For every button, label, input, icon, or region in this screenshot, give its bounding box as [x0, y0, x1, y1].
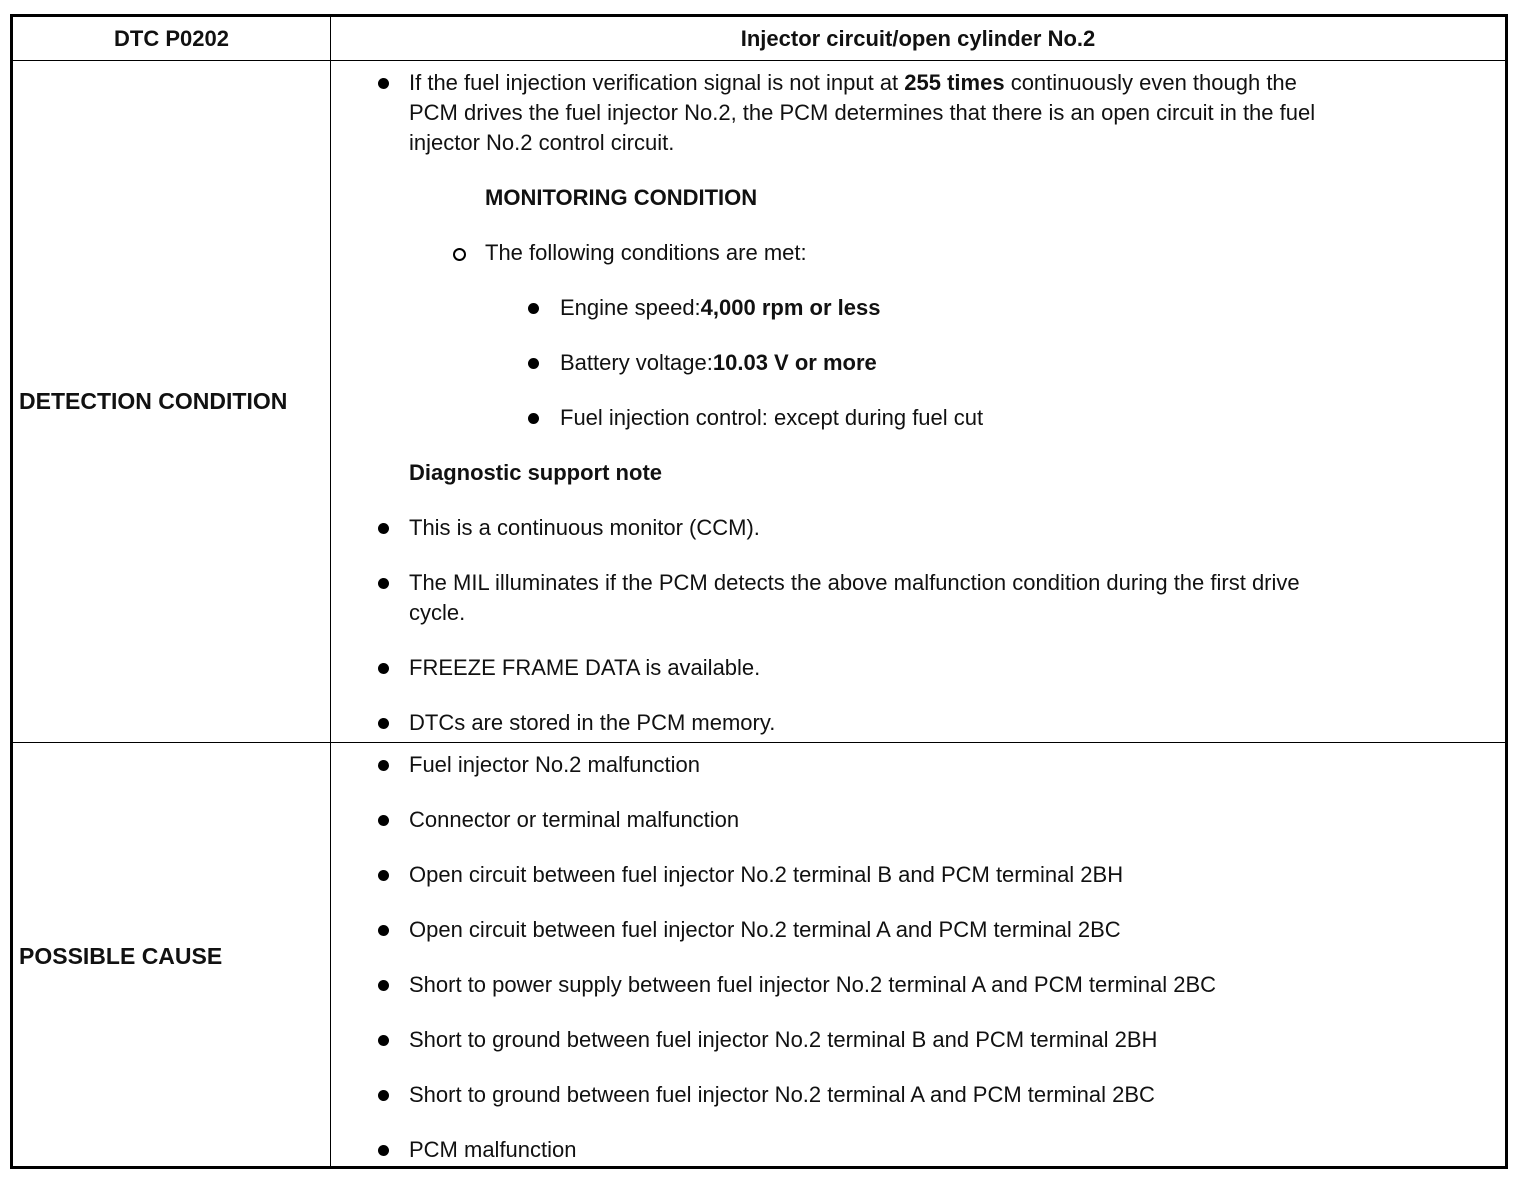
monitoring-condition-heading: MONITORING CONDITION [485, 185, 758, 210]
bullet-icon [378, 980, 389, 991]
bullet-icon [378, 870, 389, 881]
bullet-icon [378, 578, 389, 589]
note-continuous-monitor: This is a continuous monitor (CCM). [409, 515, 760, 540]
bullet-icon [378, 663, 389, 674]
column-divider [330, 17, 331, 1166]
dtc-table [10, 14, 1508, 1169]
section-divider [13, 742, 1505, 743]
note-dtc-stored: DTCs are stored in the PCM memory. [409, 710, 776, 735]
cause-item: Short to ground between fuel injector No.2 terminal B and PCM terminal 2BH [409, 1027, 1158, 1052]
bullet-icon [378, 78, 389, 89]
condition-battery-voltage: Battery voltage:10.03 V or more [560, 350, 877, 375]
bullet-icon [528, 358, 539, 369]
cause-item: PCM malfunction [409, 1137, 577, 1162]
diagnostic-support-heading: Diagnostic support note [409, 460, 662, 485]
bullet-icon [378, 815, 389, 826]
bullet-icon [378, 760, 389, 771]
intro-line-1: If the fuel injection verification signal is not input at 255 times continuously even though the [409, 70, 1297, 95]
cause-item: Fuel injector No.2 malfunction [409, 752, 701, 777]
circle-bullet-icon [453, 248, 466, 261]
intro-line-3: injector No.2 control circuit. [409, 130, 675, 155]
bullet-icon [378, 1145, 389, 1156]
possible-cause-label: POSSIBLE CAUSE [19, 943, 223, 969]
bullet-icon [378, 718, 389, 729]
cause-item: Short to ground between fuel injector No.2 terminal A and PCM terminal 2BC [409, 1082, 1155, 1107]
bullet-icon [528, 303, 539, 314]
cause-item: Open circuit between fuel injector No.2 terminal B and PCM terminal 2BH [409, 862, 1124, 887]
bullet-icon [528, 413, 539, 424]
cause-item: Connector or terminal malfunction [409, 807, 740, 832]
bullet-icon [378, 1090, 389, 1101]
note-mil-line-2: cycle. [409, 600, 466, 625]
condition-fuel-injection: Fuel injection control: except during fuel cut [560, 405, 984, 430]
bullet-icon [378, 523, 389, 534]
detection-condition-label: DETECTION CONDITION [19, 388, 288, 414]
conditions-intro: The following conditions are met: [485, 240, 807, 265]
dtc-code: DTC P0202 [114, 25, 229, 51]
dtc-title: Injector circuit/open cylinder No.2 [740, 25, 1096, 51]
bullet-icon [378, 925, 389, 936]
cause-item: Short to power supply between fuel injector No.2 terminal A and PCM terminal 2BC [409, 972, 1217, 997]
cause-item: Open circuit between fuel injector No.2 terminal A and PCM terminal 2BC [409, 917, 1121, 942]
condition-engine-speed: Engine speed:4,000 rpm or less [560, 295, 881, 320]
header-divider [13, 60, 1505, 61]
intro-line-2: PCM drives the fuel injector No.2, the PCM determines that there is an open circuit in the fuel [409, 100, 1316, 125]
bullet-icon [378, 1035, 389, 1046]
note-mil-line-1: The MIL illuminates if the PCM detects the above malfunction condition during the first drive [409, 570, 1300, 595]
note-freeze-frame: FREEZE FRAME DATA is available. [409, 655, 761, 680]
